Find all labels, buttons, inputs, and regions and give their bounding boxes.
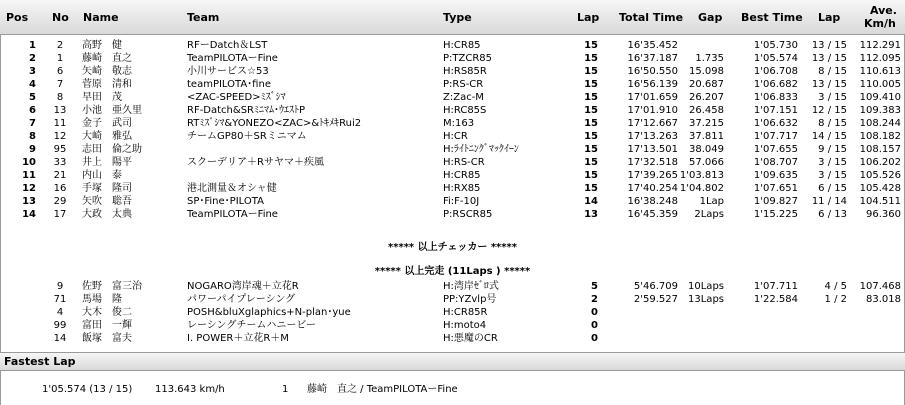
result-pos: 4	[29, 79, 36, 90]
best-lap: 3 / 15	[818, 92, 847, 103]
machine-type: M:163	[443, 118, 475, 129]
average-speed: 108.182	[859, 131, 901, 142]
best-lap: 3 / 15	[818, 157, 847, 168]
average-speed: 112.095	[859, 53, 901, 64]
result-no: 9	[56, 281, 64, 292]
laps-completed: 14	[584, 196, 598, 207]
header-ave: Ave.	[870, 4, 897, 17]
average-speed: 107.468	[859, 281, 901, 292]
team-name: RTﾐｽﾞｼﾏ&YONEZO<ZAC>&ﾄｷﾒｷRui2	[187, 118, 362, 129]
team-name: <ZAC-SPEED>ﾐｽﾞｼﾏ	[187, 92, 286, 103]
rider-name: 藤崎 直之	[82, 53, 132, 64]
machine-type: H:CR85	[443, 170, 481, 181]
result-row	[0, 320, 905, 332]
gap-time: 2Laps	[694, 209, 724, 220]
rider-name: 手塚 隆司	[82, 183, 132, 194]
total-time: 16'56.139	[627, 79, 678, 90]
best-time: 1'07.717	[753, 131, 798, 142]
result-row	[0, 170, 905, 182]
result-row	[0, 307, 905, 319]
rider-name: 内山 泰	[82, 170, 122, 181]
average-speed: 105.526	[859, 170, 901, 181]
team-name: 港北測量＆オシャ健	[187, 183, 277, 194]
best-time: 1'22.584	[753, 294, 798, 305]
average-speed: 112.291	[859, 40, 901, 51]
total-time: 16'38.248	[627, 196, 678, 207]
result-row	[0, 281, 905, 293]
laps-completed: 13	[584, 209, 598, 220]
fastest-lap-rider: 藤崎 直之 / TeamPILOTAーFine	[307, 384, 458, 395]
total-time: 2'59.527	[633, 294, 678, 305]
best-time: 1'07.711	[753, 281, 798, 292]
result-no: 16	[53, 183, 67, 194]
average-speed: 110.005	[859, 79, 901, 90]
fastest-lap-speed: 113.643 km/h	[155, 384, 225, 395]
best-time: 1'15.225	[753, 209, 798, 220]
rider-name: 早田 茂	[82, 92, 122, 103]
laps-completed: 0	[591, 333, 598, 344]
team-name: TeamPILOTAーFine	[187, 209, 278, 220]
gap-time: 1'03.813	[679, 170, 724, 181]
header-gap: Gap	[698, 11, 723, 24]
total-time: 17'32.518	[627, 157, 678, 168]
result-no: 6	[56, 66, 64, 77]
laps-completed: 15	[584, 92, 598, 103]
rider-name: 志田 倫之助	[82, 144, 142, 155]
result-pos: 6	[29, 105, 36, 116]
result-row	[0, 118, 905, 130]
result-pos: 12	[22, 183, 36, 194]
best-time: 1'06.682	[753, 79, 798, 90]
total-time: 16'35.452	[627, 40, 678, 51]
machine-type: P:TZCR85	[443, 53, 493, 64]
best-time: 1'05.730	[753, 40, 798, 51]
header-best-time: Best Time	[741, 11, 803, 24]
fastest-lap-no: 1	[282, 384, 289, 395]
header-name: Name	[83, 11, 119, 24]
best-lap: 6 / 15	[818, 183, 847, 194]
rider-name: 矢崎 敬志	[82, 66, 132, 77]
team-name: レーシングチームハニービー	[187, 320, 316, 331]
result-row	[0, 92, 905, 104]
gap-time: 37.811	[689, 131, 724, 142]
machine-type: H:CR85R	[443, 307, 488, 318]
team-name: I. POWER＋立花R＋M	[187, 333, 289, 344]
header-best-lap: Lap	[818, 11, 841, 24]
result-pos: 8	[29, 131, 36, 142]
average-speed: 96.360	[866, 209, 901, 220]
result-pos: 3	[29, 66, 36, 77]
best-time: 1'07.655	[753, 144, 798, 155]
rider-name: 大木 俊二	[82, 307, 132, 318]
rider-name: 大政 太典	[82, 209, 132, 220]
header-pos: Pos	[6, 11, 29, 24]
gap-time: 1'04.802	[679, 183, 724, 194]
rider-name: 佐野 富三治	[82, 281, 142, 292]
result-pos: 10	[22, 157, 36, 168]
gap-time: 26.207	[689, 92, 724, 103]
rider-name: 高野 健	[82, 40, 122, 51]
gap-time: 20.687	[689, 79, 724, 90]
total-time: 16'37.187	[627, 53, 678, 64]
result-row	[0, 40, 905, 52]
finish-message: ***** 以上完走 (11Laps ) *****	[374, 266, 531, 277]
team-name: チームGP80＋SRミニマム	[187, 131, 307, 142]
average-speed: 108.244	[859, 118, 901, 129]
best-lap: 1 / 2	[824, 294, 847, 305]
gap-time: 13Laps	[688, 294, 724, 305]
best-time: 1'06.708	[753, 66, 798, 77]
result-row	[0, 183, 905, 195]
machine-type: H:RS-CR	[443, 157, 485, 168]
total-time: 5'46.709	[633, 281, 678, 292]
result-no: 14	[53, 333, 67, 344]
checker-message: ***** 以上チェッカー *****	[388, 242, 517, 253]
laps-completed: 2	[591, 294, 598, 305]
team-name: SP･Fine･PILOTA	[187, 196, 264, 207]
laps-completed: 15	[584, 40, 598, 51]
best-lap: 12 / 15	[811, 105, 847, 116]
team-name: 小川サービス☆53	[187, 66, 269, 77]
total-time: 17'01.659	[627, 92, 678, 103]
machine-type: H:RC85S	[443, 105, 487, 116]
result-no: 71	[53, 294, 67, 305]
best-time: 1'06.632	[753, 118, 798, 129]
machine-type: H:湾岸ｾﾞﾛ式	[443, 281, 499, 292]
gap-time: 15.098	[689, 66, 724, 77]
gap-time: 57.066	[689, 157, 724, 168]
laps-completed: 15	[584, 66, 598, 77]
laps-completed: 0	[591, 320, 598, 331]
rider-name: 大崎 雅弘	[82, 131, 132, 142]
result-row	[0, 105, 905, 117]
laps-completed: 15	[584, 144, 598, 155]
best-lap: 3 / 15	[818, 170, 847, 181]
team-name: teamPILOTA･fine	[187, 79, 271, 90]
machine-type: PP:YZvlp号	[443, 294, 497, 305]
result-no: 7	[56, 79, 64, 90]
machine-type: H:RX85	[443, 183, 481, 194]
result-pos: 7	[29, 118, 36, 129]
average-speed: 106.202	[859, 157, 901, 168]
gap-time: 26.458	[689, 105, 724, 116]
average-speed: 109.383	[859, 105, 901, 116]
total-time: 17'12.667	[627, 118, 678, 129]
best-time: 1'06.833	[753, 92, 798, 103]
header-lap: Lap	[577, 11, 600, 24]
result-row	[0, 66, 905, 78]
result-pos: 1	[29, 40, 36, 51]
result-no: 2	[56, 40, 64, 51]
result-row	[0, 53, 905, 65]
team-name: NOGARO湾岸魂＋立花R	[187, 281, 299, 292]
result-row	[0, 209, 905, 221]
result-no: 1	[56, 53, 64, 64]
result-no: 8	[56, 92, 64, 103]
rider-name: 富田 一輝	[82, 320, 132, 331]
best-lap: 13 / 15	[811, 79, 847, 90]
rider-name: 馬場 隆	[82, 294, 122, 305]
total-time: 17'01.910	[627, 105, 678, 116]
best-lap: 4 / 5	[824, 281, 847, 292]
gap-time: 37.215	[689, 118, 724, 129]
result-row	[0, 333, 905, 345]
best-lap: 14 / 15	[811, 131, 847, 142]
best-lap: 9 / 15	[818, 144, 847, 155]
best-time: 1'09.635	[753, 170, 798, 181]
result-row	[0, 196, 905, 208]
total-time: 17'13.501	[627, 144, 678, 155]
result-no: 99	[53, 320, 67, 331]
best-time: 1'07.151	[753, 105, 798, 116]
team-name: TeamPILOTAーFine	[187, 53, 278, 64]
total-time: 17'40.254	[627, 183, 678, 194]
machine-type: H:RS85R	[443, 66, 487, 77]
best-lap: 11 / 14	[811, 196, 847, 207]
result-pos: 13	[22, 196, 36, 207]
results-header	[0, 0, 905, 35]
team-name: パワーパイプレーシング	[187, 294, 296, 305]
team-name: RFーDatch＆LST	[187, 40, 268, 51]
gap-time: 1Lap	[699, 196, 724, 207]
best-time: 1'09.827	[753, 196, 798, 207]
laps-completed: 15	[584, 105, 598, 116]
laps-completed: 15	[584, 170, 598, 181]
total-time: 17'39.265	[627, 170, 678, 181]
gap-time: 10Laps	[688, 281, 724, 292]
rider-name: 小池 亜久里	[82, 105, 142, 116]
result-no: 12	[53, 131, 67, 142]
result-pos: 2	[29, 53, 36, 64]
rider-name: 矢吹 聡吾	[82, 196, 132, 207]
result-no: 29	[53, 196, 67, 207]
team-name: RF-Datch&SRﾐﾆﾏﾑ･ｳｴｽﾄP	[187, 105, 306, 116]
average-speed: 110.613	[859, 66, 901, 77]
machine-type: H:悪魔のCR	[443, 333, 498, 344]
header-total-time: Total Time	[619, 11, 684, 24]
machine-type: H:CR	[443, 131, 468, 142]
header-team: Team	[187, 11, 220, 24]
result-row	[0, 144, 905, 156]
laps-completed: 15	[584, 79, 598, 90]
laps-completed: 5	[591, 281, 598, 292]
total-time: 16'50.550	[627, 66, 678, 77]
machine-type: H:CR85	[443, 40, 481, 51]
best-time: 1'08.707	[753, 157, 798, 168]
result-no: 17	[53, 209, 67, 220]
average-speed: 105.428	[859, 183, 901, 194]
laps-completed: 0	[591, 307, 598, 318]
average-speed: 109.410	[859, 92, 901, 103]
result-no: 13	[53, 105, 67, 116]
result-no: 21	[53, 170, 67, 181]
gap-time: 38.049	[689, 144, 724, 155]
machine-type: Fi:F-10J	[443, 196, 480, 207]
result-no: 95	[53, 144, 67, 155]
machine-type: P:RS-CR	[443, 79, 484, 90]
average-speed: 104.511	[859, 196, 901, 207]
best-lap: 8 / 15	[818, 118, 847, 129]
best-time: 1'07.651	[753, 183, 798, 194]
rider-name: 菅原 清和	[82, 79, 132, 90]
header-ave-unit: Km/h	[864, 17, 896, 30]
rider-name: 金子 武司	[82, 118, 132, 129]
gap-time: 1.735	[695, 53, 724, 64]
result-pos: 9	[29, 144, 36, 155]
machine-type: H:moto4	[443, 320, 487, 331]
team-name: スクーデリア＋Rサヤマ＋疾風	[187, 157, 324, 168]
laps-completed: 15	[584, 157, 598, 168]
machine-type: H:ﾗｲﾄﾆﾝｸﾞﾏｯｸｲｰﾝ	[443, 144, 519, 155]
fastest-lap-time: 1'05.574 (13 / 15)	[42, 384, 133, 395]
header-type: Type	[443, 11, 472, 24]
machine-type: P:RSCR85	[443, 209, 493, 220]
result-pos: 14	[22, 209, 36, 220]
best-time: 1'05.574	[753, 53, 798, 64]
best-lap: 13 / 15	[811, 40, 847, 51]
result-no: 4	[56, 307, 64, 318]
result-row	[0, 157, 905, 169]
best-lap: 13 / 15	[811, 53, 847, 64]
total-time: 17'13.263	[627, 131, 678, 142]
result-pos: 11	[22, 170, 36, 181]
result-row	[0, 294, 905, 306]
result-no: 33	[53, 157, 67, 168]
result-pos: 5	[29, 92, 36, 103]
rider-name: 井上 陽平	[82, 157, 132, 168]
best-lap: 8 / 15	[818, 66, 847, 77]
laps-completed: 15	[584, 131, 598, 142]
best-lap: 6 / 13	[818, 209, 847, 220]
rider-name: 飯塚 富夫	[82, 333, 132, 344]
machine-type: Z:Zac-M	[443, 92, 484, 103]
average-speed: 83.018	[866, 294, 901, 305]
total-time: 16'45.359	[627, 209, 678, 220]
result-row	[0, 79, 905, 91]
header-no: No	[52, 11, 69, 24]
laps-completed: 15	[584, 53, 598, 64]
fastest-lap-header	[0, 352, 905, 371]
laps-completed: 15	[584, 118, 598, 129]
result-row	[0, 131, 905, 143]
result-no: 11	[53, 118, 67, 129]
laps-completed: 15	[584, 183, 598, 194]
team-name: POSH&bluXglaphics+N-plan･yue	[187, 307, 351, 318]
fastest-lap-title: Fastest Lap	[4, 355, 76, 368]
average-speed: 108.157	[859, 144, 901, 155]
